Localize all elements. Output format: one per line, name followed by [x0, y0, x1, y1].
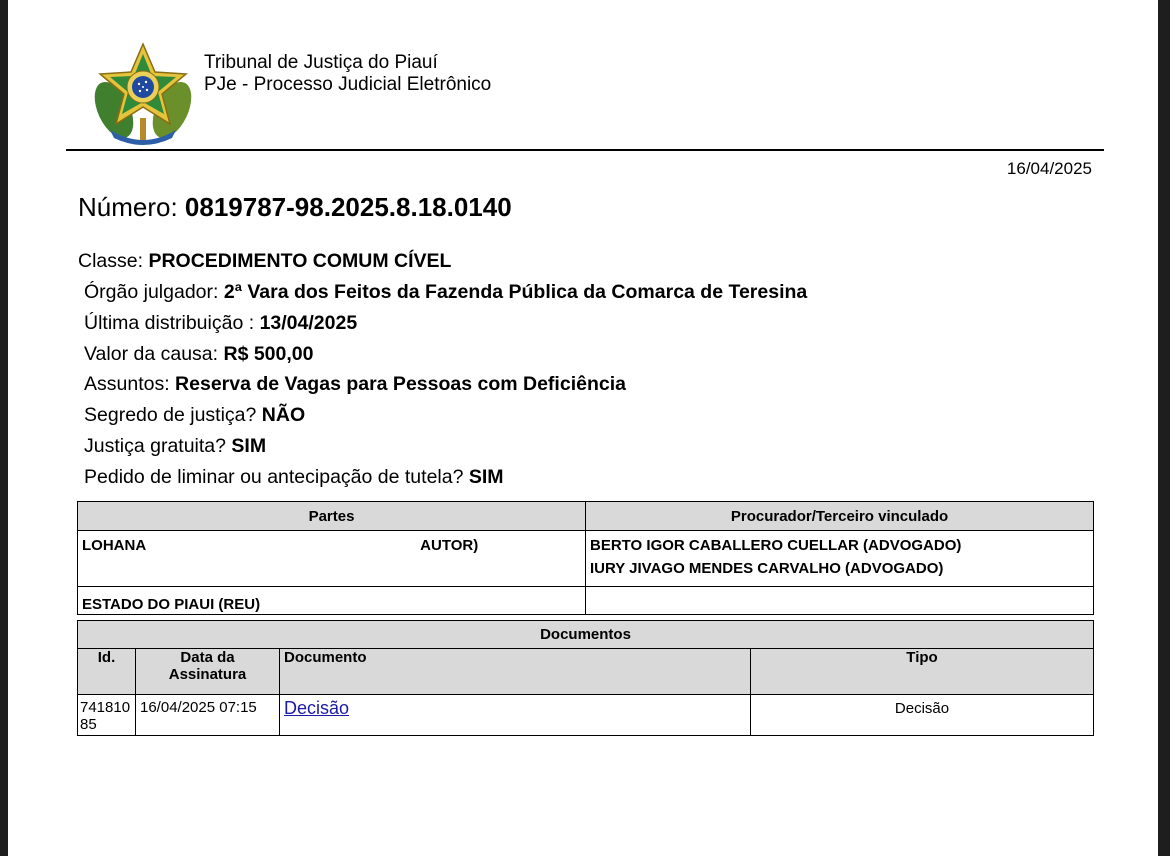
partes-table	[77, 501, 1094, 615]
document-link[interactable]: Decisão	[284, 698, 350, 718]
field-assuntos-value: Reserva de Vagas para Pessoas com Deficiência	[175, 373, 626, 395]
field-gratuita-label: Justiça gratuita?	[84, 435, 232, 457]
table-row	[78, 531, 1094, 587]
doc-cell	[280, 695, 751, 736]
system-name: PJe - Processo Judicial Eletrônico	[204, 74, 492, 95]
col-data-assinatura: Data da Assinatura	[136, 649, 280, 695]
field-classe	[78, 250, 451, 273]
field-liminar-label: Pedido de liminar ou antecipação de tutela?	[84, 466, 469, 488]
table-row	[78, 695, 1094, 736]
documentos-title: Documentos	[78, 621, 1094, 649]
field-assuntos	[84, 373, 626, 396]
documentos-table	[77, 620, 1094, 736]
court-name: Tribunal de Justiça do Piauí	[204, 52, 438, 73]
party-name-end: AUTOR)	[420, 537, 479, 554]
doc-id: 74181085	[78, 695, 136, 736]
field-orgao-label: Órgão julgador:	[84, 281, 224, 303]
lawyers-cell	[586, 531, 1094, 587]
field-assuntos-label: Assuntos:	[84, 373, 176, 395]
field-segredo-value: NÃO	[261, 404, 306, 426]
doc-tipo: Decisão	[751, 695, 1094, 736]
col-id: Id.	[78, 649, 136, 695]
party-name-start: LOHANA	[82, 537, 147, 554]
field-classe-value: PROCEDIMENTO COMUM CÍVEL	[148, 250, 452, 272]
partes-header: Partes	[78, 502, 586, 531]
field-gratuita-value: SIM	[231, 435, 267, 457]
col-documento: Documento	[280, 649, 751, 695]
lawyers-cell	[586, 587, 1094, 615]
field-orgao-value: 2ª Vara dos Feitos da Fazenda Pública da Comarca de Teresina	[223, 281, 808, 303]
field-segredo-justica	[84, 404, 305, 427]
field-valor-value: R$ 500,00	[223, 343, 314, 365]
field-valor-causa	[84, 343, 313, 366]
field-classe-label: Classe:	[78, 250, 149, 272]
party-cell: ESTADO DO PIAUI (REU)	[78, 587, 586, 615]
field-distribuicao-value: 13/04/2025	[259, 312, 358, 334]
field-segredo-label: Segredo de justiça?	[84, 404, 262, 426]
party-cell	[78, 531, 586, 587]
header-divider	[66, 149, 1104, 151]
lawyer-name: BERTO IGOR CABALLERO CUELLAR (ADVOGADO)	[590, 537, 962, 554]
process-number-value: 0819787-98.2025.8.18.0140	[184, 192, 512, 222]
redacted-area	[146, 537, 420, 555]
print-date: 16/04/2025	[1006, 159, 1092, 178]
field-justica-gratuita	[84, 435, 266, 458]
col-tipo: Tipo	[751, 649, 1094, 695]
field-distribuicao-label: Última distribuição :	[84, 312, 260, 334]
field-ultima-distribuicao	[84, 312, 357, 335]
table-row	[78, 587, 1094, 615]
procurador-header: Procurador/Terceiro vinculado	[586, 502, 1094, 531]
process-number-label: Número:	[78, 192, 185, 222]
field-orgao-julgador	[84, 281, 807, 304]
field-pedido-liminar	[84, 466, 504, 489]
field-liminar-value: SIM	[468, 466, 504, 488]
doc-date: 16/04/2025 07:15	[136, 695, 280, 736]
document-page	[8, 0, 1158, 856]
process-number	[78, 192, 512, 223]
lawyer-name: IURY JIVAGO MENDES CARVALHO (ADVOGADO)	[590, 560, 944, 577]
coat-of-arms-icon	[92, 40, 194, 148]
field-valor-label: Valor da causa:	[84, 343, 224, 365]
